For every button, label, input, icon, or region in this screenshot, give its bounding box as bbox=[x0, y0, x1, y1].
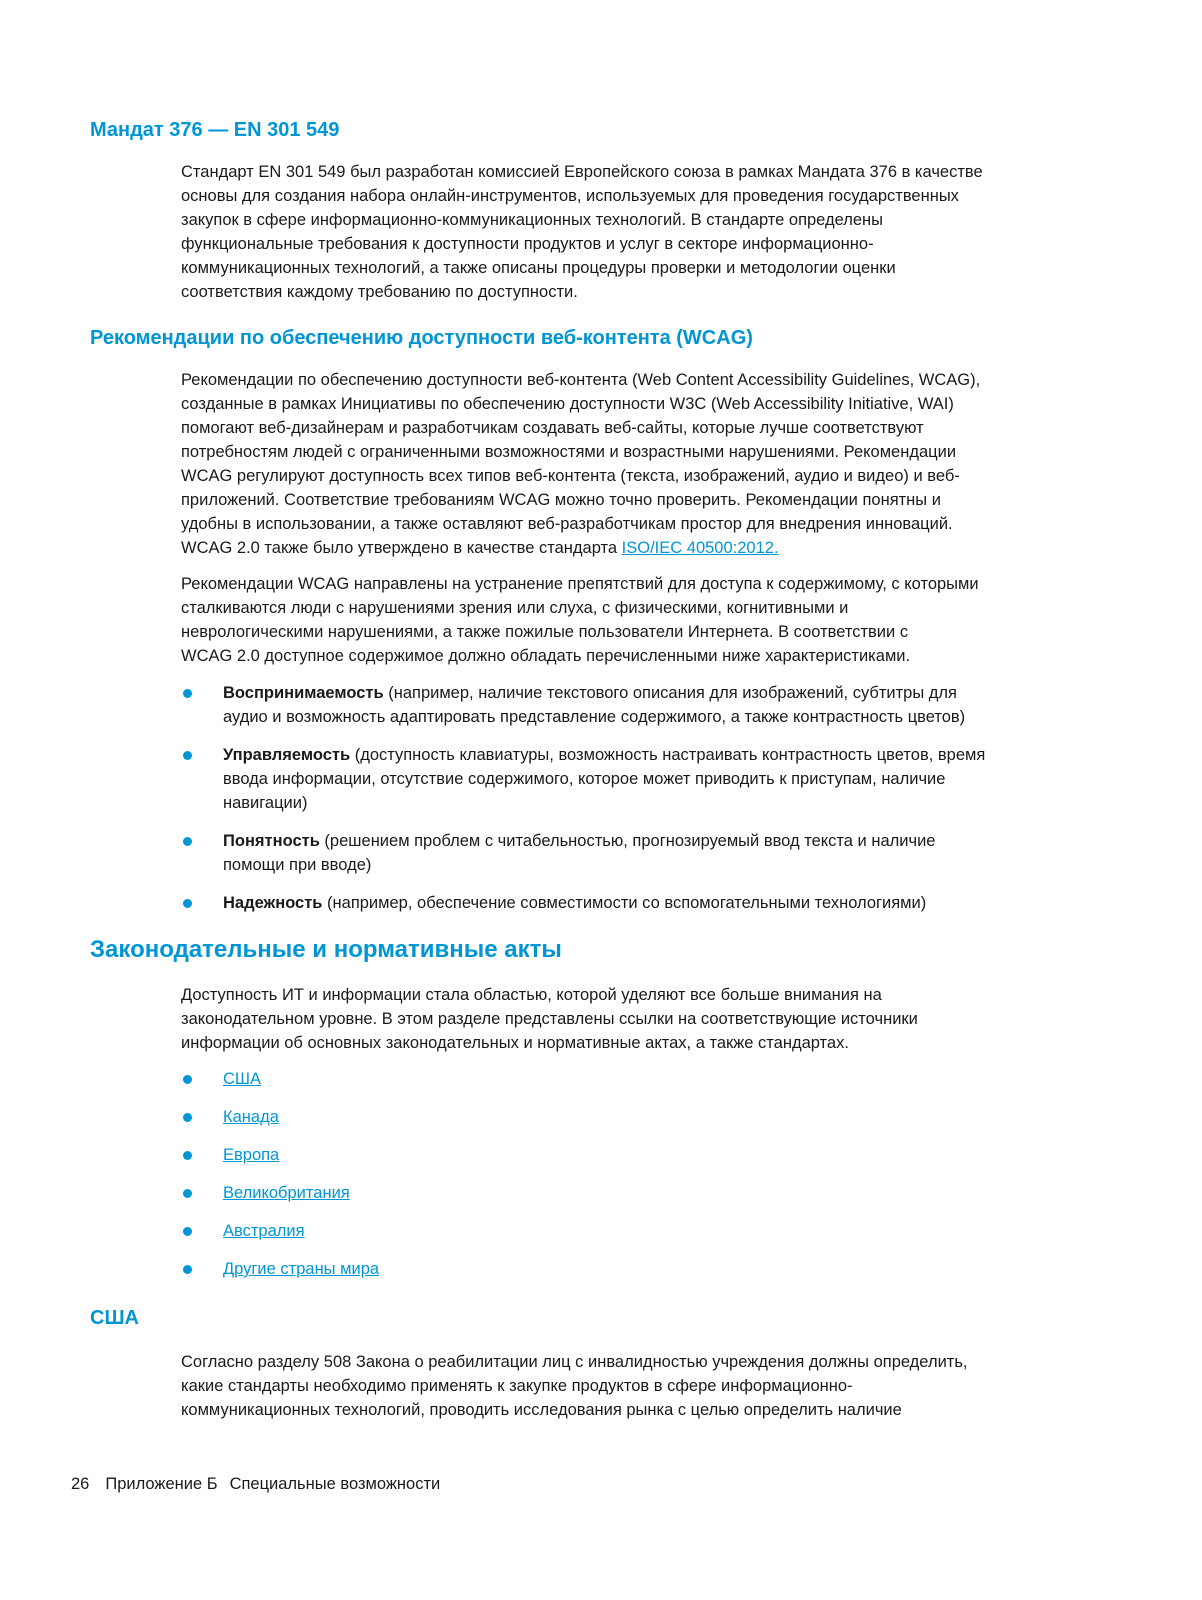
text-line: соответствия каждому требованию по доступности. bbox=[181, 283, 578, 301]
term-understandable: Понятность bbox=[223, 832, 320, 850]
list-item-understandable bbox=[181, 829, 1081, 877]
term-robust: Надежность bbox=[223, 894, 323, 912]
text-line: Рекомендации по обеспечению доступности веб-контента (Web Content Accessibility Guidelines, WCAG), bbox=[181, 371, 981, 389]
other-countries-link[interactable]: Другие страны мира bbox=[223, 1260, 380, 1278]
text-line: удобны в использовании, а также оставляют веб-разработчикам простор для внедрения инноваций. bbox=[181, 515, 953, 533]
list-item-uk bbox=[181, 1181, 1081, 1205]
text-line: приложений. Соответствие требованиям WCAG можно точно проверить. Рекомендации понятны и bbox=[181, 491, 941, 509]
text-line: сталкиваются люди с нарушениями зрения или слуха, с физическими, когнитивными и bbox=[181, 599, 849, 617]
text-line: аудио и возможность адаптировать представление содержимого, а также контрастность цветов) bbox=[223, 708, 966, 726]
usa-link[interactable]: США bbox=[223, 1070, 262, 1088]
text-line: Согласно разделу 508 Закона о реабилитации лиц с инвалидностью учреждения должны определить, bbox=[181, 1353, 968, 1371]
list-item-canada bbox=[181, 1105, 1081, 1129]
country-links-list bbox=[181, 1067, 1081, 1281]
text-line: коммуникационных технологий, а также описаны процедуры проверки и методологии оценки bbox=[181, 259, 896, 277]
text-line: основы для создания набора онлайн-инструментов, используемых для проведения государственных bbox=[181, 187, 959, 205]
wcag-principles-list bbox=[181, 681, 1081, 915]
text-line: созданные в рамках Инициативы по обеспечению доступности W3C (Web Accessibility Initiative, WAI) bbox=[181, 395, 954, 413]
paragraph-mandate-376 bbox=[181, 160, 1071, 304]
australia-link[interactable]: Австралия bbox=[223, 1222, 305, 1240]
bullet-icon bbox=[183, 1189, 192, 1198]
canada-link[interactable]: Канада bbox=[223, 1108, 279, 1126]
text-line: коммуникационных технологий, проводить исследования рынка с целью определить наличие bbox=[181, 1401, 902, 1419]
text-fragment: (например, обеспечение совместимости со вспомогательными технологиями) bbox=[322, 894, 927, 912]
paragraph-wcag-goals bbox=[181, 572, 1071, 668]
heading-wcag: Рекомендации по обеспечению доступности веб-контента (WCAG) bbox=[90, 327, 753, 349]
list-item-other-countries bbox=[181, 1257, 1081, 1281]
text-fragment: WCAG 2.0 также было утверждено в качестве стандарта bbox=[181, 539, 622, 557]
text-line: навигации) bbox=[223, 794, 308, 812]
text-line: WCAG регулируют доступность всех типов веб-контента (текста, изображений, аудио и видео) и веб- bbox=[181, 467, 960, 485]
text-line: функциональные требования к доступности продуктов и услуг в секторе информационно- bbox=[181, 235, 874, 253]
bullet-icon bbox=[183, 1113, 192, 1122]
text-line: Рекомендации WCAG направлены на устранение препятствий для доступа к содержимому, с которыми bbox=[181, 575, 979, 593]
footer-appendix: Приложение Б bbox=[105, 1475, 218, 1493]
list-item-robust bbox=[181, 891, 1081, 915]
bullet-icon bbox=[183, 689, 192, 698]
bullet-icon bbox=[183, 899, 192, 908]
bullet-icon bbox=[183, 1151, 192, 1160]
term-operable: Управляемость bbox=[223, 746, 351, 764]
text-line bbox=[223, 743, 1081, 767]
footer-section-title: Специальные возможности bbox=[229, 1475, 441, 1493]
bullet-icon bbox=[183, 751, 192, 760]
text-line: помощи при вводе) bbox=[223, 856, 372, 874]
text-line: Стандарт EN 301 549 был разработан комиссией Европейского союза в рамках Мандата 376 в качестве bbox=[181, 163, 983, 181]
text-fragment: (например, наличие текстового описания для изображений, субтитры для bbox=[383, 684, 957, 702]
paragraph-usa bbox=[181, 1350, 1071, 1422]
text-line: информации об основных законодательных и нормативные актах, а также стандартах. bbox=[181, 1034, 849, 1052]
text-line bbox=[223, 891, 1081, 915]
text-line: WCAG 2.0 доступное содержимое должно обладать перечисленными ниже характеристиками. bbox=[181, 647, 911, 665]
heading-legislation: Законодательные и нормативные акты bbox=[90, 936, 562, 963]
paragraph-wcag-intro bbox=[181, 368, 1071, 560]
page-footer bbox=[71, 1472, 440, 1496]
text-line: ввода информации, отсутствие содержимого, которое может приводить к приступам, наличие bbox=[223, 770, 946, 788]
text-fragment: (решением проблем с читабельностью, прогнозируемый ввод текста и наличие bbox=[319, 832, 936, 850]
text-line bbox=[181, 536, 1071, 560]
list-item-usa bbox=[181, 1067, 1081, 1091]
bullet-icon bbox=[183, 1265, 192, 1274]
text-line: Доступность ИТ и информации стала областью, которой уделяют все больше внимания на bbox=[181, 986, 882, 1004]
list-item-australia bbox=[181, 1219, 1081, 1243]
text-line: законодательном уровне. В этом разделе представлены ссылки на соответствующие источники bbox=[181, 1010, 918, 1028]
text-line bbox=[223, 829, 1081, 853]
iso-iec-40500-link[interactable]: ISO/IEC 40500:2012. bbox=[621, 539, 779, 557]
heading-mandate-376: Мандат 376 — EN 301 549 bbox=[90, 119, 340, 141]
text-line bbox=[223, 681, 1081, 705]
list-item-europe bbox=[181, 1143, 1081, 1167]
europe-link[interactable]: Европа bbox=[223, 1146, 280, 1164]
text-line: неврологическими нарушениями, а также пожилые пользователи Интернета. В соответствии с bbox=[181, 623, 909, 641]
text-line: закупок в сфере информационно-коммуникационных технологий. В стандарте определены bbox=[181, 211, 884, 229]
heading-usa: США bbox=[90, 1307, 139, 1329]
list-item-operable bbox=[181, 743, 1081, 815]
bullet-icon bbox=[183, 1227, 192, 1236]
text-line: помогают веб-дизайнерам и разработчикам создавать веб-сайты, которые лучше соответствуют bbox=[181, 419, 924, 437]
term-perceivable: Воспринимаемость bbox=[223, 684, 384, 702]
page-number: 26 bbox=[71, 1475, 90, 1493]
bullet-icon bbox=[183, 837, 192, 846]
text-line: какие стандарты необходимо применять к закупке продуктов в сфере информационно- bbox=[181, 1377, 853, 1395]
paragraph-legislation bbox=[181, 983, 1071, 1055]
text-line: потребностям людей с ограниченными возможностями и возрастными нарушениями. Рекомендации bbox=[181, 443, 957, 461]
uk-link[interactable]: Великобритания bbox=[223, 1184, 350, 1202]
bullet-icon bbox=[183, 1075, 192, 1084]
list-item-perceivable bbox=[181, 681, 1081, 729]
text-fragment: (доступность клавиатуры, возможность настраивать контрастность цветов, время bbox=[350, 746, 986, 764]
